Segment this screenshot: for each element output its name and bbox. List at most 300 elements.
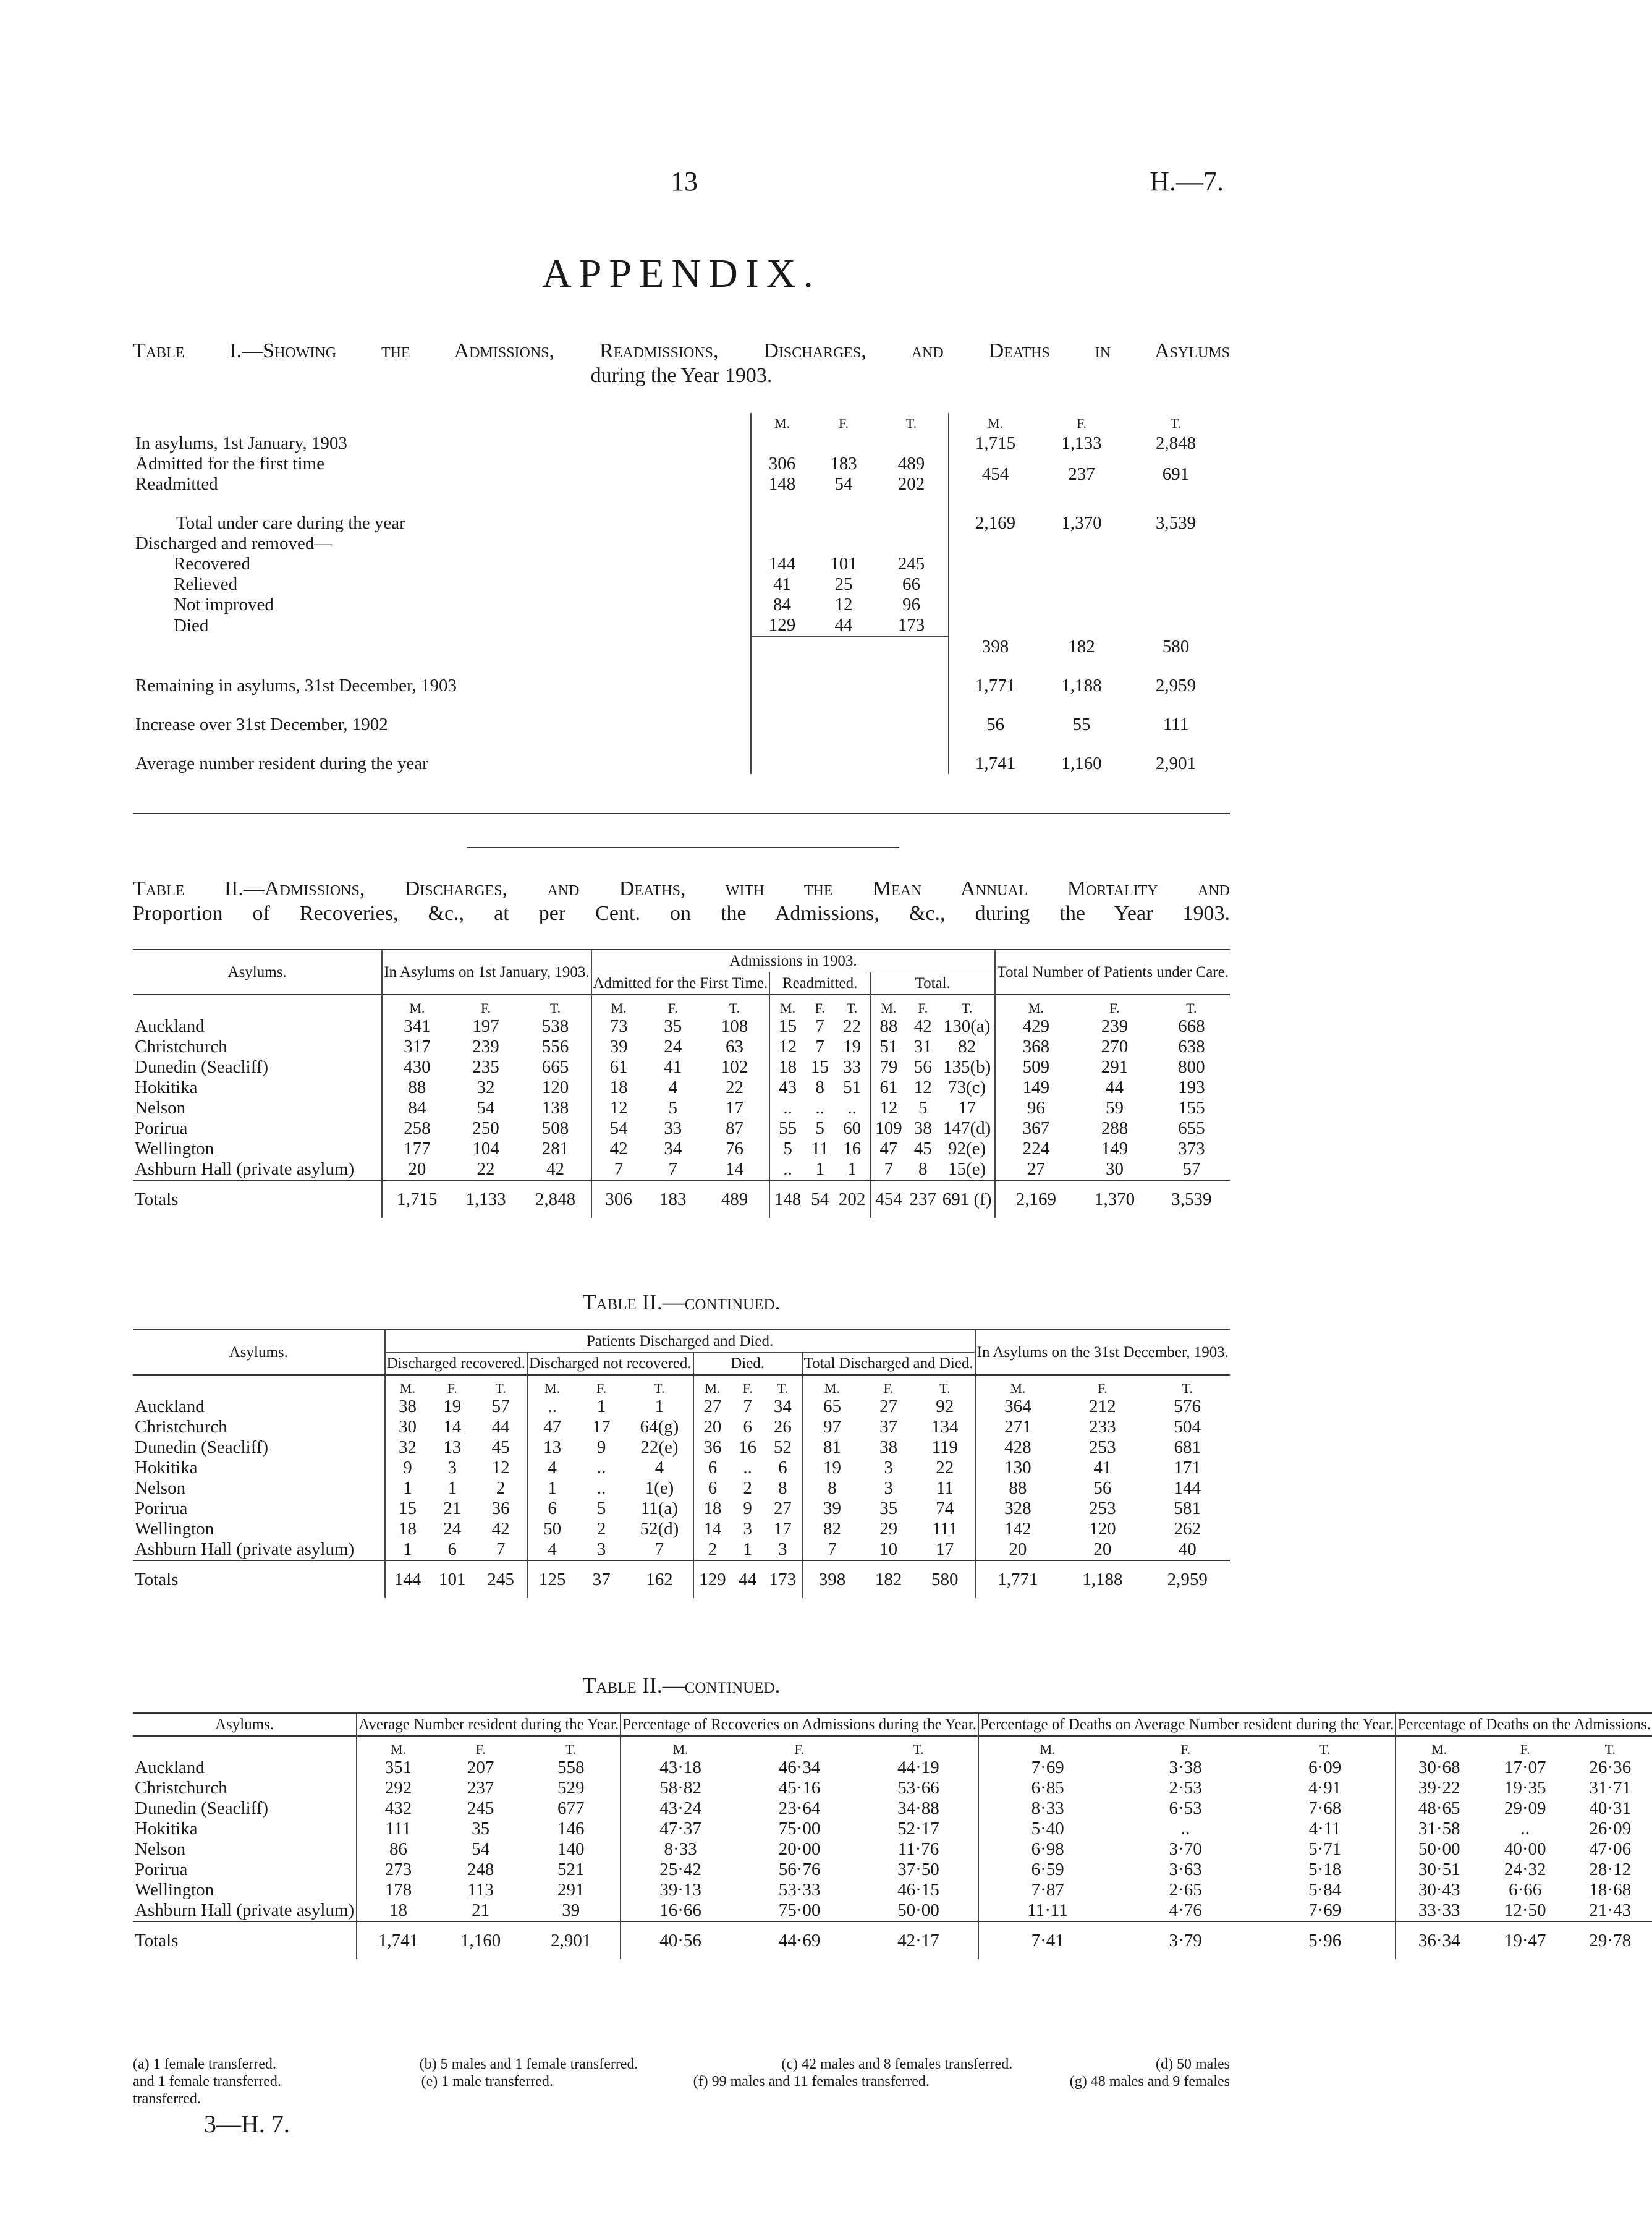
cell: 34	[664, 1139, 682, 1159]
row-label: Discharged and removed—	[135, 534, 333, 553]
cell: 3,539	[1153, 1180, 1230, 1218]
column-header: M.	[693, 1375, 731, 1397]
cell: 16	[739, 1437, 757, 1457]
cell: 4	[527, 1539, 577, 1560]
column-header: F.	[430, 1375, 475, 1397]
cell: 37	[879, 1417, 898, 1437]
cell: 8	[802, 1478, 862, 1499]
column-header: In Asylums on 1st January, 1903.	[382, 950, 591, 995]
cell: 45	[491, 1437, 510, 1457]
cell: 1,370	[1061, 513, 1102, 533]
cell: 1,741	[949, 754, 1041, 774]
cell: 51	[870, 1037, 907, 1057]
column-header: Admissions in 1903.	[591, 950, 996, 972]
cell: 237	[467, 1778, 494, 1798]
footnote: (b) 5 males and 1 female transferred.	[419, 2056, 638, 2072]
cell: 47·06	[1589, 1839, 1632, 1859]
column-header: T.	[1153, 995, 1230, 1016]
cell: 5	[668, 1098, 677, 1118]
cell: 30·51	[1396, 1860, 1481, 1880]
column-header: F.	[1076, 995, 1153, 1016]
cell: 22	[726, 1078, 744, 1097]
cell: 109	[870, 1118, 907, 1139]
cell: 6	[527, 1499, 577, 1519]
cell: 13	[443, 1437, 462, 1457]
column-header: Percentage of Recoveries on Admissions during the Year.	[621, 1713, 978, 1736]
cell: 32	[385, 1437, 430, 1458]
row-label: Christchurch	[135, 1417, 227, 1437]
cell: 207	[467, 1758, 494, 1777]
cell: 5·96	[1255, 1921, 1396, 1959]
cell: ..	[596, 1458, 606, 1478]
cell: 140	[557, 1839, 585, 1859]
column-header: T.	[834, 995, 870, 1016]
cell: 306	[591, 1180, 646, 1218]
table-row	[133, 1860, 1652, 1880]
cell: 183	[646, 1180, 700, 1218]
row-label: Increase over 31st December, 1902	[135, 715, 388, 734]
cell: 39	[591, 1037, 646, 1057]
cell: 253	[1089, 1499, 1116, 1518]
table-row	[133, 676, 1230, 696]
cell: 8	[918, 1159, 928, 1179]
cell: 800	[1178, 1057, 1205, 1077]
cell: 74	[936, 1499, 954, 1518]
cell: 177	[382, 1139, 451, 1159]
cell: 31·58	[1396, 1819, 1481, 1839]
col-t: T.	[905, 415, 917, 431]
cell: 20	[693, 1417, 731, 1437]
row-label: Admitted for the first time	[135, 454, 325, 474]
page-header	[133, 166, 1230, 203]
cell: 144	[385, 1560, 430, 1598]
table-row	[133, 1539, 1230, 1560]
cell: 11·76	[897, 1839, 939, 1859]
cell: 239	[1101, 1016, 1129, 1036]
cell: 16	[843, 1139, 862, 1159]
cell: 86	[357, 1839, 439, 1860]
cell: 521	[557, 1860, 585, 1879]
cell: 88	[382, 1078, 451, 1098]
cell: 581	[1174, 1499, 1201, 1518]
cell: 6·66	[1509, 1880, 1542, 1900]
cell: 2,901	[1155, 754, 1197, 773]
cell: 19·47	[1482, 1921, 1568, 1959]
page-title: APPENDIX.	[542, 251, 821, 296]
cell: 538	[541, 1016, 569, 1036]
cell: 250	[472, 1118, 499, 1138]
table-row	[133, 1016, 1230, 1037]
row-label: Porirua	[135, 1860, 188, 1879]
cell: 54	[805, 1180, 834, 1218]
cell: 15	[811, 1057, 829, 1077]
cell: 580	[1162, 636, 1190, 657]
cell: 16·66	[621, 1900, 740, 1921]
table-row	[133, 615, 1230, 636]
cell: 11(a)	[640, 1499, 678, 1518]
cell: 398	[802, 1560, 862, 1598]
cell: 668	[1178, 1016, 1205, 1036]
cell: 36	[491, 1499, 510, 1518]
column-header: Readmitted.	[769, 972, 870, 995]
cell: 7·69	[1308, 1900, 1342, 1920]
cell: 178	[357, 1880, 439, 1900]
row-label: Wellington	[135, 1519, 214, 1539]
cell: 1,160	[439, 1921, 522, 1959]
cell: 40·31	[1589, 1798, 1632, 1818]
cell: 52	[773, 1437, 792, 1457]
column-header: Total Number of Patients under Care.	[995, 950, 1230, 995]
cell: 12·50	[1504, 1900, 1546, 1920]
table-row	[133, 1098, 1230, 1118]
table-row	[133, 1798, 1652, 1819]
row-label: Relieved	[174, 574, 238, 594]
table-row	[133, 1478, 1230, 1499]
cell: 7·68	[1308, 1798, 1342, 1818]
cell: 44·69	[740, 1921, 859, 1959]
cell: 1	[527, 1478, 577, 1499]
cell: 76	[726, 1139, 744, 1159]
column-header: Asylums.	[133, 1713, 357, 1736]
table3-header-row	[133, 1330, 1230, 1353]
cell: 368	[995, 1037, 1076, 1057]
cell: 55	[769, 1118, 805, 1139]
cell: 33	[664, 1118, 682, 1138]
cell: 43·18	[621, 1758, 740, 1778]
footnote: (g) 48 males and 9 females	[1069, 2073, 1230, 2090]
cell: 25	[834, 574, 853, 594]
cell: 44·19	[897, 1758, 939, 1777]
row-label: Porirua	[135, 1118, 188, 1138]
cell: 6·59	[978, 1860, 1116, 1880]
cell: 63	[726, 1037, 744, 1057]
cell: 92(e)	[948, 1139, 986, 1159]
column-header: T.	[939, 995, 996, 1016]
signature-mark: 3—H. 7.	[204, 2110, 290, 2138]
cell: 3	[596, 1539, 606, 1559]
column-header: T.	[915, 1375, 975, 1397]
cell: 20	[975, 1539, 1060, 1560]
footnote: (d) 50 males	[1156, 2056, 1230, 2072]
column-header: T.	[626, 1375, 693, 1397]
cell: 9	[743, 1499, 752, 1518]
cell: 120	[1089, 1519, 1116, 1539]
cell: 42	[491, 1519, 510, 1539]
cell: 19	[802, 1458, 862, 1478]
cell: 17	[936, 1539, 954, 1559]
cell: 1	[385, 1539, 430, 1560]
cell: 88	[870, 1016, 907, 1037]
column-header: T.	[1255, 1736, 1396, 1758]
footnote: (c) 42 males and 8 females transferred.	[781, 2056, 1013, 2072]
cell: 14	[726, 1159, 744, 1179]
cell: 6	[693, 1458, 731, 1478]
cell: 2	[596, 1519, 606, 1539]
cell: 33	[843, 1057, 862, 1077]
column-header: F.	[1116, 1736, 1254, 1758]
row-label: Average number resident during the year	[135, 754, 428, 773]
cell: 182	[862, 1560, 915, 1598]
cell: 149	[1101, 1139, 1129, 1159]
cell: 45	[913, 1139, 932, 1159]
cell: ..	[769, 1159, 805, 1180]
cell: 5	[596, 1499, 606, 1518]
cell: 22	[843, 1016, 862, 1036]
cell: 6	[447, 1539, 457, 1559]
cell: 73(c)	[948, 1078, 986, 1097]
cell: 61	[591, 1057, 646, 1078]
cell: 104	[472, 1139, 499, 1159]
caption-text: Table II.—continued.	[582, 1673, 781, 1698]
totals-row	[133, 1560, 1230, 1598]
row-label: Not improved	[174, 595, 274, 615]
cell: 84	[382, 1098, 451, 1118]
table2-caption-line2: Proportion of Recoveries, &c., at per Cent. on the Admissions, &c., during the Year 1903.	[133, 902, 1230, 925]
row-label: Nelson	[135, 1098, 186, 1118]
cell: 84	[751, 595, 813, 615]
cell: 12	[591, 1098, 646, 1118]
cell: 18	[769, 1057, 805, 1078]
cell: 5	[815, 1118, 824, 1138]
table3	[133, 1329, 1230, 1598]
column-header: Asylums.	[133, 950, 382, 995]
cell: 6·98	[978, 1839, 1116, 1860]
column-header: F.	[907, 995, 939, 1016]
cell: 3	[743, 1519, 752, 1539]
table-row	[133, 1900, 1652, 1921]
cell: 15(e)	[948, 1159, 986, 1179]
cell: ..	[815, 1098, 824, 1118]
cell: 34·88	[897, 1798, 939, 1818]
row-label: Readmitted	[135, 474, 218, 494]
col-m: M.	[751, 413, 813, 433]
table-row	[133, 1397, 1230, 1417]
cell: 1,133	[1061, 433, 1102, 453]
cell: 138	[541, 1098, 569, 1118]
footnote: (a) 1 female transferred.	[133, 2056, 276, 2072]
cell: 8	[778, 1478, 787, 1498]
cell: 6·85	[978, 1778, 1116, 1798]
cell: 4·11	[1308, 1819, 1341, 1839]
cell: 5·18	[1308, 1860, 1342, 1879]
cell: 13	[527, 1437, 577, 1458]
cell: 5	[769, 1139, 805, 1159]
row-label: Remaining in asylums, 31st December, 1903	[135, 676, 457, 695]
cell: 35	[472, 1819, 490, 1839]
footnote: transferred.	[133, 2091, 201, 2107]
cell: 15	[769, 1016, 805, 1037]
row-label: Total under care during the year	[176, 513, 405, 533]
cell: 1,715	[382, 1180, 451, 1218]
cell: 40	[1178, 1539, 1197, 1559]
table-row	[133, 1057, 1230, 1078]
cell: 489	[700, 1180, 769, 1218]
cell: 681	[1174, 1437, 1201, 1457]
cell: 29·78	[1568, 1921, 1652, 1959]
row-label: Ashburn Hall (private asylum)	[135, 1900, 355, 1920]
table-row	[133, 754, 1230, 774]
cell: 60	[843, 1118, 862, 1138]
cell: 182	[1068, 636, 1095, 657]
table-row	[133, 554, 1230, 574]
cell: 42	[591, 1139, 646, 1159]
cell: 6	[743, 1417, 752, 1437]
caption-text: Table II.—continued.	[582, 1290, 781, 1314]
cell: 42	[913, 1016, 932, 1036]
cell: 111	[357, 1819, 439, 1839]
column-header: M.	[978, 1736, 1116, 1758]
cell: 146	[557, 1819, 585, 1839]
cell: 2,169	[995, 1180, 1076, 1218]
column-header: F.	[439, 1736, 522, 1758]
cell: 36·34	[1396, 1921, 1481, 1959]
table2-header-row	[133, 950, 1230, 972]
cell: 1,741	[357, 1921, 439, 1959]
table1-header-row	[133, 413, 1230, 433]
row-label: Wellington	[135, 1139, 214, 1159]
cell: 509	[995, 1057, 1076, 1078]
cell: 558	[557, 1758, 585, 1777]
cell: 42·17	[859, 1921, 978, 1959]
cell: 22(e)	[640, 1437, 679, 1457]
cell: 41	[664, 1057, 682, 1077]
table-row	[133, 1437, 1230, 1458]
cell: 44	[731, 1560, 764, 1598]
cell: 288	[1101, 1118, 1129, 1138]
cell: 580	[915, 1560, 975, 1598]
cell: 59	[1106, 1098, 1124, 1118]
cell: 46·34	[778, 1758, 821, 1777]
cell: 42	[546, 1159, 565, 1179]
cell: 26·36	[1589, 1758, 1632, 1777]
row-label: Porirua	[135, 1499, 188, 1518]
cell: ..	[1520, 1819, 1530, 1839]
cell: 40·56	[621, 1921, 740, 1959]
cell: 24·32	[1504, 1860, 1546, 1879]
cell: 35	[879, 1499, 898, 1518]
row-label: Christchurch	[135, 1778, 227, 1798]
cell: 367	[995, 1118, 1076, 1139]
cell: 75·00	[778, 1819, 821, 1839]
cell: 97	[802, 1417, 862, 1437]
cell: 306	[751, 454, 813, 474]
table-row	[133, 1139, 1230, 1159]
cell: 30·43	[1396, 1880, 1481, 1900]
column-header: Average Number resident during the Year.	[357, 1713, 621, 1736]
totals-row	[133, 1921, 1652, 1959]
cell: 108	[721, 1016, 748, 1036]
cell: 14	[693, 1519, 731, 1539]
cell: 262	[1174, 1519, 1201, 1539]
cell: 27	[693, 1397, 731, 1417]
cell: 39	[562, 1900, 580, 1920]
table-row	[133, 715, 1230, 735]
cell: 27	[879, 1397, 898, 1416]
cell: 4·91	[1308, 1778, 1342, 1798]
row-label: Nelson	[135, 1478, 186, 1498]
cell: 7	[496, 1539, 506, 1559]
row-label: Recovered	[174, 554, 250, 574]
cell: 135(b)	[942, 1057, 991, 1077]
cell: 1	[815, 1159, 824, 1179]
cell: 148	[769, 1180, 805, 1218]
cell: 12	[769, 1037, 805, 1057]
cell: 30	[1106, 1159, 1124, 1179]
cell: ..	[769, 1098, 805, 1118]
col-f: F.	[839, 415, 849, 431]
column-header: F.	[731, 1375, 764, 1397]
table-row	[133, 454, 1230, 474]
cell: 173	[875, 615, 949, 636]
cell: 18	[357, 1900, 439, 1921]
column-header: M.	[1396, 1736, 1481, 1758]
cell: 281	[541, 1139, 569, 1159]
cell: 1,188	[1060, 1560, 1145, 1598]
cell: 129	[693, 1560, 731, 1598]
column-header: Asylums.	[133, 1330, 385, 1375]
column-header: M.	[975, 1375, 1060, 1397]
cell: 665	[541, 1057, 569, 1077]
table-row	[133, 636, 1230, 657]
cell: 2·65	[1169, 1880, 1202, 1900]
cell: 4	[654, 1458, 664, 1478]
cell: 24	[443, 1519, 462, 1539]
cell: 504	[1174, 1417, 1201, 1437]
cell: 7	[591, 1159, 646, 1180]
column-header: Discharged recovered.	[385, 1353, 527, 1376]
cell: 44	[491, 1417, 510, 1437]
cell: 1,160	[1061, 754, 1102, 773]
cell: 129	[751, 615, 813, 636]
cell: 39	[802, 1499, 862, 1519]
cell: 430	[382, 1057, 451, 1078]
col-m: M.	[949, 413, 1041, 433]
table-row	[133, 1159, 1230, 1180]
cell: 351	[357, 1758, 439, 1778]
cell: 35	[664, 1016, 682, 1036]
mft-header-row	[133, 995, 1230, 1016]
cell: 253	[1089, 1437, 1116, 1457]
cell: 54	[477, 1098, 495, 1118]
cell: 119	[931, 1437, 959, 1457]
cell: 46·15	[897, 1880, 939, 1900]
table-row	[133, 574, 1230, 595]
footnotes	[133, 2056, 1230, 2107]
cell: 130	[975, 1458, 1060, 1478]
row-label: Totals	[133, 1180, 382, 1218]
table-row	[133, 1839, 1652, 1860]
table-row	[133, 1778, 1652, 1798]
cell: 88	[975, 1478, 1060, 1499]
cell: 6	[693, 1478, 731, 1499]
cell: 638	[1178, 1037, 1205, 1057]
cell: 235	[472, 1057, 499, 1077]
cell: 28·12	[1589, 1860, 1632, 1879]
cell: 2	[496, 1478, 506, 1498]
cell: 7	[802, 1539, 862, 1560]
cell: 125	[527, 1560, 577, 1598]
column-header: F.	[1482, 1736, 1568, 1758]
cell: 432	[357, 1798, 439, 1819]
row-label: Ashburn Hall (private asylum)	[135, 1539, 355, 1559]
column-header: Admitted for the First Time.	[591, 972, 770, 995]
cell: 3·79	[1116, 1921, 1254, 1959]
cell: 61	[870, 1078, 907, 1098]
cell: 50·00	[1396, 1839, 1481, 1860]
footnote: and 1 female transferred.	[133, 2073, 281, 2090]
row-label: Died	[174, 615, 209, 636]
cell: 17	[773, 1519, 792, 1539]
